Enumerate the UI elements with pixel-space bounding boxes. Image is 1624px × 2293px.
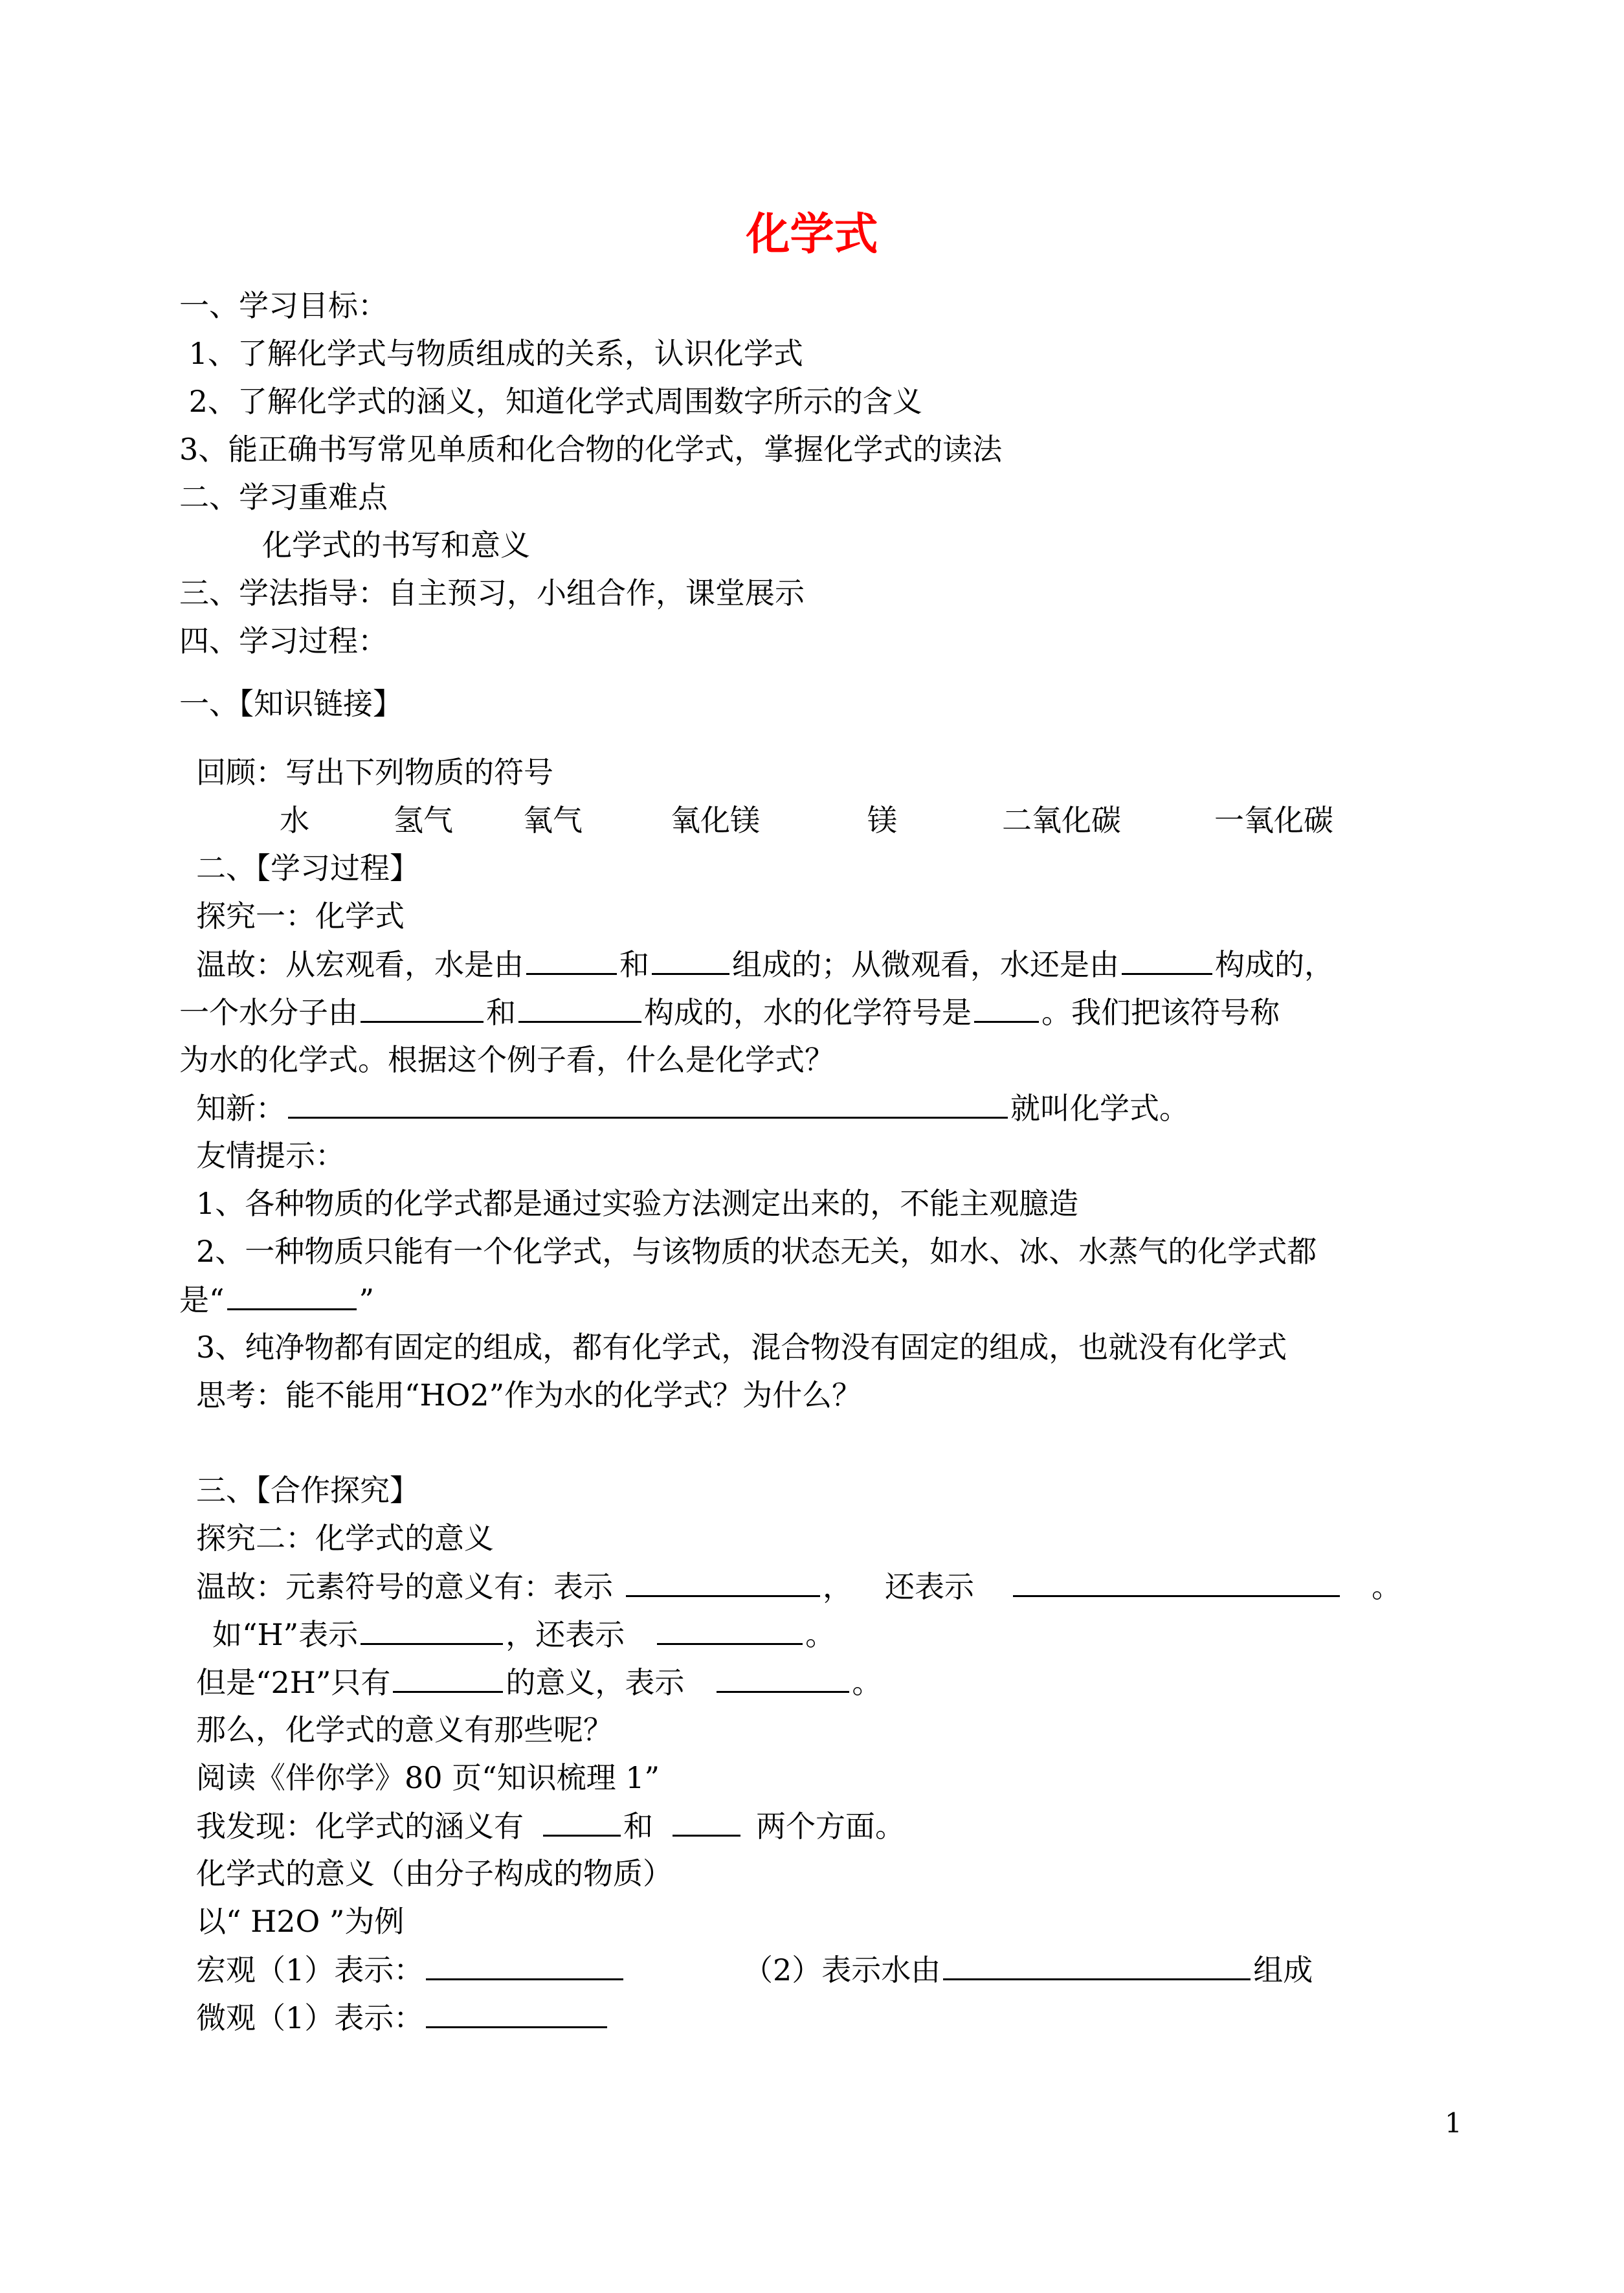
section-heading: 一、【知识链接】 — [179, 686, 403, 721]
document-title: 化学式 — [746, 209, 878, 260]
section-heading: 三、学法指导：自主预习，小组合作，课堂展示 — [179, 576, 805, 610]
fill-blank[interactable] — [288, 1088, 1008, 1119]
substance-item: 镁 — [867, 803, 897, 838]
tip-2: 2、一种物质只能有一个化学式，与该物质的状态无关，如水、冰、水蒸气的化学式都 — [196, 1234, 1317, 1269]
substance-item: 氧气 — [523, 803, 583, 838]
review-question: 如“H”表示 ，还表示 。 — [212, 1615, 835, 1654]
inquiry-title: 探究二：化学式的意义 — [196, 1521, 494, 1556]
review-prompt: 回顾：写出下列物质的符号 — [196, 755, 553, 790]
key-point: 化学式的书写和意义 — [262, 528, 530, 563]
fill-blank[interactable] — [426, 1950, 623, 1980]
fill-blank[interactable] — [673, 1806, 740, 1837]
reading-instruction: 阅读《伴你学》80 页“知识梳理 1” — [196, 1760, 660, 1795]
fill-blank[interactable] — [518, 992, 641, 1023]
review-question: 温故：从宏观看，水是由 和 组成的；从微观看，水还是由 构成的， — [196, 945, 1334, 984]
tip-3: 3、纯净物都有固定的组成，都有化学式，混合物没有固定的组成，也就没有化学式 — [196, 1330, 1287, 1365]
tip-2-cont: 是“ ” — [179, 1280, 374, 1319]
macro-meaning-row: 宏观（1）表示： （2）表示水由 组成 — [0, 1950, 1624, 1989]
section-heading: 三、【合作探究】 — [196, 1473, 419, 1508]
fill-blank[interactable] — [943, 1950, 1251, 1980]
objective-2: 2、了解化学式的涵义，知道化学式周围数字所示的含义 — [179, 384, 922, 419]
think-question: 思考：能不能用“HO2”作为水的化学式？为什么？ — [196, 1378, 862, 1413]
section-heading: 二、【学习过程】 — [196, 851, 419, 886]
fill-blank[interactable] — [1122, 945, 1212, 975]
subheading: 化学式的意义（由分子构成的物质） — [196, 1856, 673, 1891]
fill-blank[interactable] — [974, 992, 1039, 1023]
fill-blank[interactable] — [526, 945, 617, 975]
review-question: 温故：元素符号的意义有：表示 ， 还表示 。 — [196, 1567, 1401, 1606]
example-label: 以“ H2O ”为例 — [196, 1904, 405, 1939]
fill-blank[interactable] — [393, 1662, 503, 1693]
tips-heading: 友情提示： — [196, 1138, 345, 1173]
review-question: 为水的化学式。根据这个例子看，什么是化学式？ — [179, 1042, 834, 1077]
substance-item: 氧化镁 — [671, 803, 760, 838]
fill-blank[interactable] — [227, 1280, 357, 1310]
fill-blank[interactable] — [543, 1806, 621, 1837]
fill-blank[interactable] — [426, 1998, 607, 2028]
substance-item: 氢气 — [394, 803, 453, 838]
section-heading: 二、学习重难点 — [179, 480, 388, 515]
fill-blank[interactable] — [361, 992, 484, 1023]
fill-blank[interactable] — [1013, 1567, 1340, 1597]
substance-list — [0, 801, 1624, 840]
page-number: 1 — [1445, 2107, 1462, 2139]
substance-item: 水 — [280, 803, 309, 838]
tip-1: 1、各种物质的化学式都是通过实验方法测定出来的，不能主观臆造 — [196, 1186, 1079, 1221]
substance-item: 二氧化碳 — [1002, 803, 1121, 838]
inquiry-title: 探究一：化学式 — [196, 899, 405, 934]
fill-blank[interactable] — [657, 1615, 803, 1645]
section-heading: 四、学习过程： — [179, 623, 388, 658]
review-question: 一个水分子由 和 构成的，水的化学符号是 。我们把该符号称 — [179, 992, 1280, 1032]
question: 那么，化学式的意义有那些呢？ — [196, 1712, 613, 1747]
substance-item: 一氧化碳 — [1214, 803, 1333, 838]
review-question: 但是“2H”只有 的意义，表示 。 — [196, 1662, 882, 1702]
section-heading: 一、学习目标： — [179, 288, 388, 323]
new-knowledge: 知新： 就叫化学式。 — [196, 1088, 1189, 1128]
fill-blank[interactable] — [626, 1567, 820, 1597]
fill-blank[interactable] — [652, 945, 729, 975]
micro-meaning-row: 微观（1）表示： — [196, 1998, 610, 2037]
finding-question: 我发现：化学式的涵义有 和 两个方面。 — [196, 1806, 905, 1846]
objective-1: 1、了解化学式与物质组成的关系，认识化学式 — [179, 336, 803, 371]
fill-blank[interactable] — [717, 1662, 849, 1693]
objective-3: 3、能正确书写常见单质和化合物的化学式，掌握化学式的读法 — [179, 432, 1003, 467]
fill-blank[interactable] — [361, 1615, 503, 1645]
